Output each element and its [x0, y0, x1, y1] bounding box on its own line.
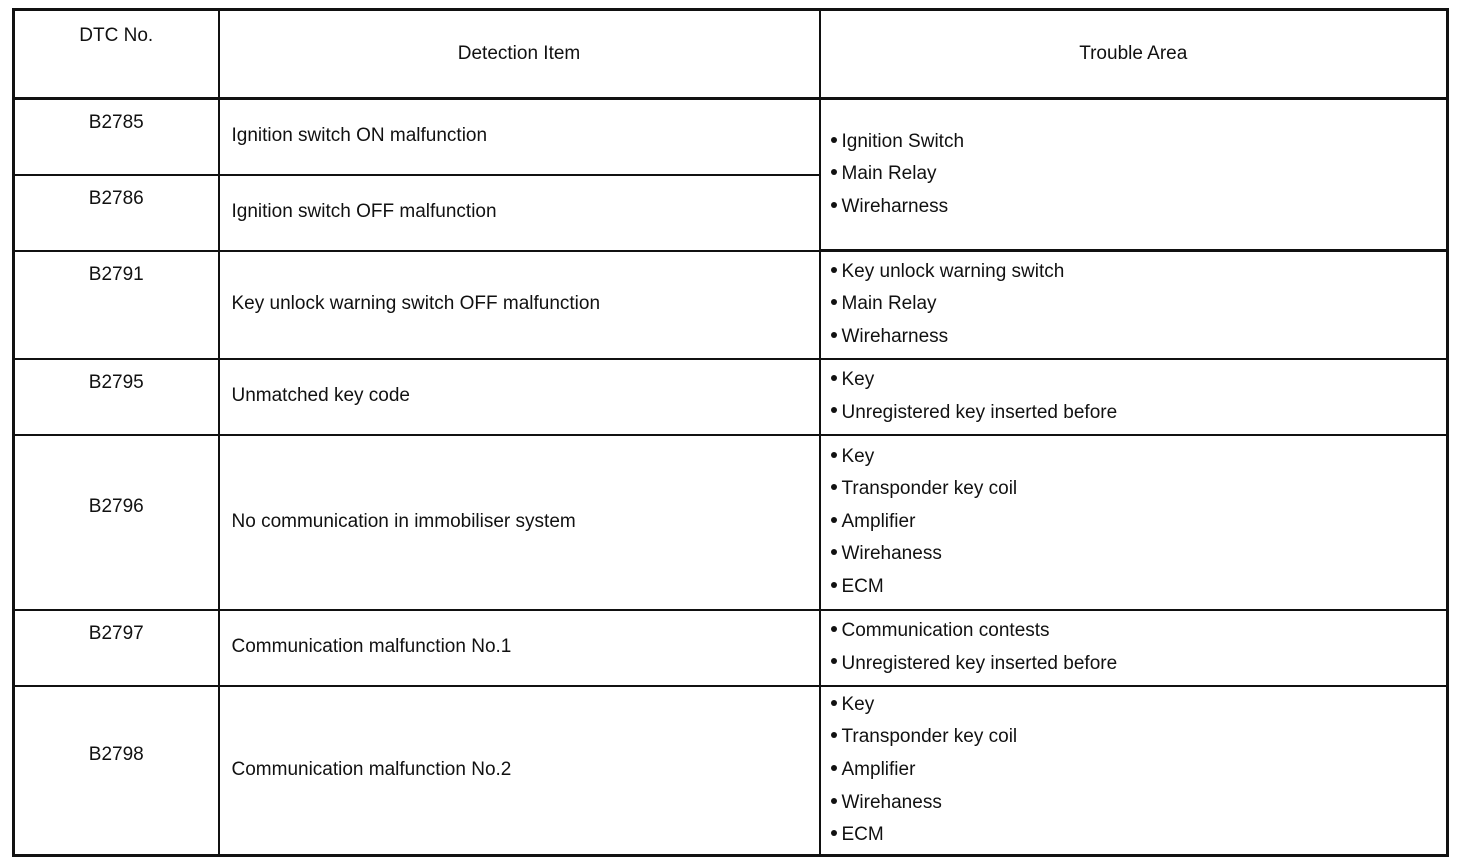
trouble-area: [820, 610, 1448, 686]
list-item: Key unlock warning switch: [831, 256, 1447, 289]
bullet-icon: [831, 658, 837, 664]
bullet-icon: [831, 765, 837, 771]
bullet-icon: [831, 407, 837, 413]
dtc-code: B2785: [14, 99, 219, 175]
bullet-icon: [831, 375, 837, 381]
bullet-icon: [831, 452, 837, 458]
bullet-icon: [831, 332, 837, 338]
trouble-area-list: [831, 256, 1447, 354]
bullet-icon: [831, 517, 837, 523]
trouble-area-list: [831, 615, 1447, 680]
list-item: Main Relay: [831, 158, 1447, 191]
bullet-icon: [831, 169, 837, 175]
trouble-area: [820, 686, 1448, 856]
table-row: [14, 99, 1448, 175]
list-item: Amplifier: [831, 506, 1447, 539]
dtc-code: B2795: [14, 359, 219, 435]
detection-item: Communication malfunction No.2: [219, 686, 820, 856]
list-item: Ignition Switch: [831, 126, 1447, 159]
bullet-icon: [831, 484, 837, 490]
list-item: ECM: [831, 819, 1447, 852]
list-item: Wirehaness: [831, 538, 1447, 571]
detection-item: No communication in immobiliser system: [219, 435, 820, 610]
table-row: [14, 435, 1448, 610]
detection-item: Communication malfunction No.1: [219, 610, 820, 686]
dtc-code: B2791: [14, 251, 219, 359]
trouble-area: [820, 99, 1448, 251]
detection-item: Unmatched key code: [219, 359, 820, 435]
bullet-icon: [831, 549, 837, 555]
bullet-icon: [831, 137, 837, 143]
bullet-icon: [831, 299, 837, 305]
list-item: Key: [831, 441, 1447, 474]
bullet-icon: [831, 732, 837, 738]
trouble-area-list: [831, 126, 1447, 224]
list-item: Amplifier: [831, 754, 1447, 787]
detection-item: Ignition switch ON malfunction: [219, 99, 820, 175]
bullet-icon: [831, 700, 837, 706]
dtc-table: [12, 8, 1449, 857]
dtc-code: B2796: [14, 435, 219, 610]
list-item: Communication contests: [831, 615, 1447, 648]
trouble-area-list: [831, 364, 1447, 429]
bullet-icon: [831, 202, 837, 208]
bullet-icon: [831, 830, 837, 836]
list-item: Main Relay: [831, 288, 1447, 321]
trouble-area: [820, 435, 1448, 610]
header-trouble-area: Trouble Area: [820, 10, 1448, 99]
list-item: Key: [831, 689, 1447, 722]
dtc-code: B2786: [14, 175, 219, 251]
table-row: [14, 359, 1448, 435]
list-item: Unregistered key inserted before: [831, 397, 1447, 430]
table-row: [14, 686, 1448, 856]
bullet-icon: [831, 267, 837, 273]
detection-item: Ignition switch OFF malfunction: [219, 175, 820, 251]
header-dtc-no: DTC No.: [14, 10, 219, 99]
trouble-area: [820, 359, 1448, 435]
trouble-area: [820, 251, 1448, 359]
trouble-area-list: [831, 689, 1447, 852]
header-detection-item: Detection Item: [219, 10, 820, 99]
table-row: [14, 610, 1448, 686]
list-item: Wirehaness: [831, 787, 1447, 820]
list-item: Transponder key coil: [831, 473, 1447, 506]
list-item: Unregistered key inserted before: [831, 648, 1447, 681]
bullet-icon: [831, 798, 837, 804]
bullet-icon: [831, 626, 837, 632]
trouble-area-list: [831, 441, 1447, 604]
list-item: Transponder key coil: [831, 721, 1447, 754]
list-item: Wireharness: [831, 191, 1447, 224]
dtc-code: B2798: [14, 686, 219, 856]
list-item: Wireharness: [831, 321, 1447, 354]
table-row: [14, 251, 1448, 359]
bullet-icon: [831, 582, 837, 588]
list-item: ECM: [831, 571, 1447, 604]
dtc-code: B2797: [14, 610, 219, 686]
detection-item: Key unlock warning switch OFF malfunction: [219, 251, 820, 359]
header-row: [14, 10, 1448, 99]
list-item: Key: [831, 364, 1447, 397]
